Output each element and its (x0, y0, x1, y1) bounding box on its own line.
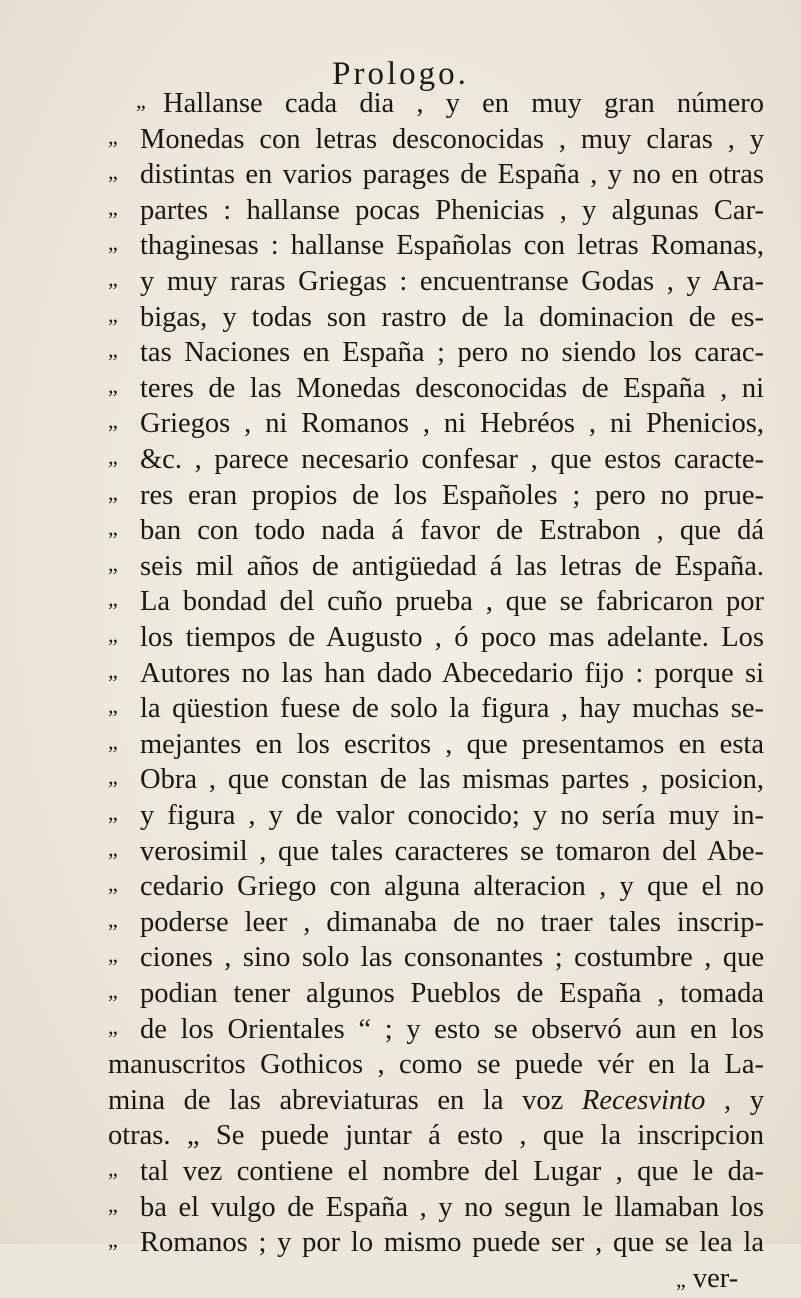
quote-mark: „ (108, 586, 118, 612)
quote-mark: „ (108, 1227, 118, 1253)
line-text (140, 1190, 764, 1226)
quote-mark: „ (108, 1191, 118, 1217)
quote-mark: „ (108, 622, 118, 647)
text-line (0, 905, 801, 941)
line-text-run: podian tener algunos Pueblos de España , tomada (140, 978, 764, 1009)
line-text (140, 513, 764, 549)
line-text (140, 691, 764, 727)
quote-mark: „ (108, 301, 118, 327)
line-text-run: bigas, y todas son rastro de la dominacion de es- (140, 301, 764, 333)
text-line (0, 1154, 801, 1190)
text-line (0, 1083, 801, 1119)
quote-mark: „ (108, 1156, 118, 1181)
quote-mark: „ (108, 657, 118, 683)
text-line (0, 335, 801, 371)
quote-mark: „ (108, 978, 118, 1003)
line-text-run: ciones , sino solo las consonantes ; costumbre , que (140, 942, 764, 974)
line-text-run: La bondad del cuño prueba , que se fabricaron por (140, 586, 764, 618)
line-text (140, 940, 764, 976)
line-text (140, 976, 764, 1012)
quote-mark: „ (108, 906, 118, 932)
line-text (140, 549, 764, 585)
line-text (140, 1225, 764, 1261)
line-text-run: Obra , que constan de las mismas partes , posicion, (140, 764, 764, 796)
quote-mark: „ (108, 337, 118, 363)
line-text (140, 264, 764, 300)
text-line (0, 620, 801, 656)
text-line (0, 157, 801, 193)
text-line (0, 1118, 801, 1154)
line-text (140, 620, 764, 656)
line-text (140, 371, 764, 407)
line-text (108, 1083, 764, 1119)
text-line (0, 122, 801, 158)
text-line (0, 513, 801, 549)
text-line (0, 1047, 801, 1083)
quote-mark: „ (108, 800, 118, 825)
line-text-run: la qüestion fuese de solo la figura , hay muchas se- (140, 693, 764, 725)
line-text (140, 762, 764, 798)
text-line (0, 228, 801, 264)
text-line (0, 1012, 801, 1048)
line-text-run: poderse leer , dimanaba de no traer tales inscrip- (140, 906, 764, 938)
text-line (0, 656, 801, 692)
quote-mark: „ (108, 728, 118, 754)
line-text-run: res eran propios de los Españoles ; pero no prue- (140, 479, 764, 511)
line-text-run: los tiempos de Augusto , ó poco mas adelante. Los (140, 622, 764, 653)
text-line (0, 798, 801, 834)
line-text-run: partes : hallanse pocas Phenicias , y algunas Car- (140, 194, 764, 226)
line-text-run: Hallanse cada dia , y en muy gran número (163, 88, 764, 119)
line-text (140, 727, 764, 763)
text-line (0, 976, 801, 1012)
text-line (0, 193, 801, 229)
line-text (140, 834, 764, 870)
line-text (140, 478, 764, 514)
quote-mark: „ (108, 444, 118, 469)
line-text-run: Autores no las han dado Abecedario fijo : porque si (140, 657, 764, 689)
text-line (0, 86, 801, 122)
line-text (140, 300, 764, 336)
quote-mark: „ (108, 479, 118, 505)
quote-mark: „ (108, 550, 118, 576)
line-text (140, 406, 764, 442)
text-line (0, 1225, 801, 1261)
text-line (0, 406, 801, 442)
line-text (140, 1154, 764, 1190)
quote-mark: „ (108, 1013, 118, 1039)
line-text (140, 193, 764, 229)
text-line (0, 584, 801, 620)
line-text-tail: , y (723, 1084, 764, 1116)
text-line (0, 691, 801, 727)
catchword (0, 1261, 801, 1297)
line-text-run: ba el vulgo de España , y no segun le llamaban los (140, 1191, 764, 1223)
line-text-run: tas Naciones en España ; pero no siendo los carac- (140, 337, 764, 369)
text-line (0, 300, 801, 336)
text-line (0, 727, 801, 763)
line-text-run: mina de las abreviaturas en la voz (108, 1084, 564, 1116)
line-text (140, 869, 764, 905)
catchword-text: ver- (685, 1262, 739, 1294)
line-text (163, 86, 764, 122)
quote-mark: „ (108, 123, 118, 149)
quote-mark: „ (108, 515, 118, 541)
line-text (140, 1012, 764, 1048)
quote-mark: „ (108, 230, 118, 256)
line-text-run: verosimil , que tales caracteres se tomaron del Abe- (140, 835, 764, 867)
line-text-run: y figura , y de valor conocido; y no sería muy in- (140, 800, 764, 831)
line-text-run: mejantes en los escritos , que presentamos en esta (140, 728, 764, 760)
line-text-run: de los Orientales “ ; y esto se observó aun en los (140, 1013, 764, 1045)
line-text-run: cedario Griego con alguna alteracion , y que el no (140, 871, 764, 903)
line-text-run: y muy raras Griegas : encuentranse Godas , y Ara- (140, 266, 764, 297)
line-text (140, 656, 764, 692)
quote-mark: „ (108, 764, 118, 790)
quote-mark: „ (108, 372, 118, 398)
quote-mark: „ (108, 693, 118, 719)
line-text-run: seis mil años de antigüedad á las letras de España. (140, 550, 764, 582)
text-line (0, 762, 801, 798)
text-line (0, 1190, 801, 1226)
text-line (0, 478, 801, 514)
line-text-run: tal vez contiene el nombre del Lugar , que le da- (140, 1156, 764, 1187)
quote-mark: „ (108, 835, 118, 861)
text-line (0, 869, 801, 905)
quote-mark: „ (108, 408, 118, 434)
line-text-run: Griegos , ni Romanos , ni Hebréos , ni Phenicios, (140, 408, 764, 440)
line-text (140, 335, 764, 371)
italic-word: Recesvinto (581, 1084, 706, 1116)
text-line (0, 442, 801, 478)
line-text-run: Romanos ; y por lo mismo puede ser , que se lea la (140, 1227, 764, 1259)
line-text (140, 442, 764, 478)
catchword-quote: „ (676, 1266, 686, 1292)
quote-mark: „ (108, 942, 118, 968)
quote-mark: „ (108, 266, 118, 291)
line-text (140, 122, 764, 158)
text-line (0, 264, 801, 300)
line-text-run: teres de las Monedas desconocidas de España , ni (140, 372, 764, 404)
text-line (0, 371, 801, 407)
line-text-run: &c. , parece necesario confesar , que estos caracte- (140, 444, 764, 475)
quote-mark: „ (108, 194, 118, 220)
quote-mark: „ (108, 159, 118, 185)
quote-mark: „ (108, 871, 118, 897)
line-text (140, 584, 764, 620)
line-text (108, 1047, 764, 1083)
running-head-text: Prologo. (332, 56, 469, 92)
line-text-run: ban con todo nada á favor de Estrabon , que dá (140, 515, 764, 547)
line-text-run: otras. „ Se puede juntar á esto , que la inscripcion (108, 1120, 764, 1152)
line-text-run: distintas en varios parages de España , y no en otras (140, 159, 764, 191)
quote-mark: „ (136, 88, 146, 113)
line-text (140, 798, 764, 834)
line-text-run: thaginesas : hallanse Españolas con letras Romanas, (140, 230, 764, 262)
text-line (0, 834, 801, 870)
line-text (140, 905, 764, 941)
line-text-run: Monedas con letras desconocidas , muy claras , y (140, 123, 764, 155)
text-line (0, 549, 801, 585)
line-text (108, 1118, 764, 1154)
text-line (0, 940, 801, 976)
line-text (140, 228, 764, 264)
line-text (140, 157, 764, 193)
line-text-run: manuscritos Gothicos , como se puede vér en la La- (108, 1049, 764, 1081)
